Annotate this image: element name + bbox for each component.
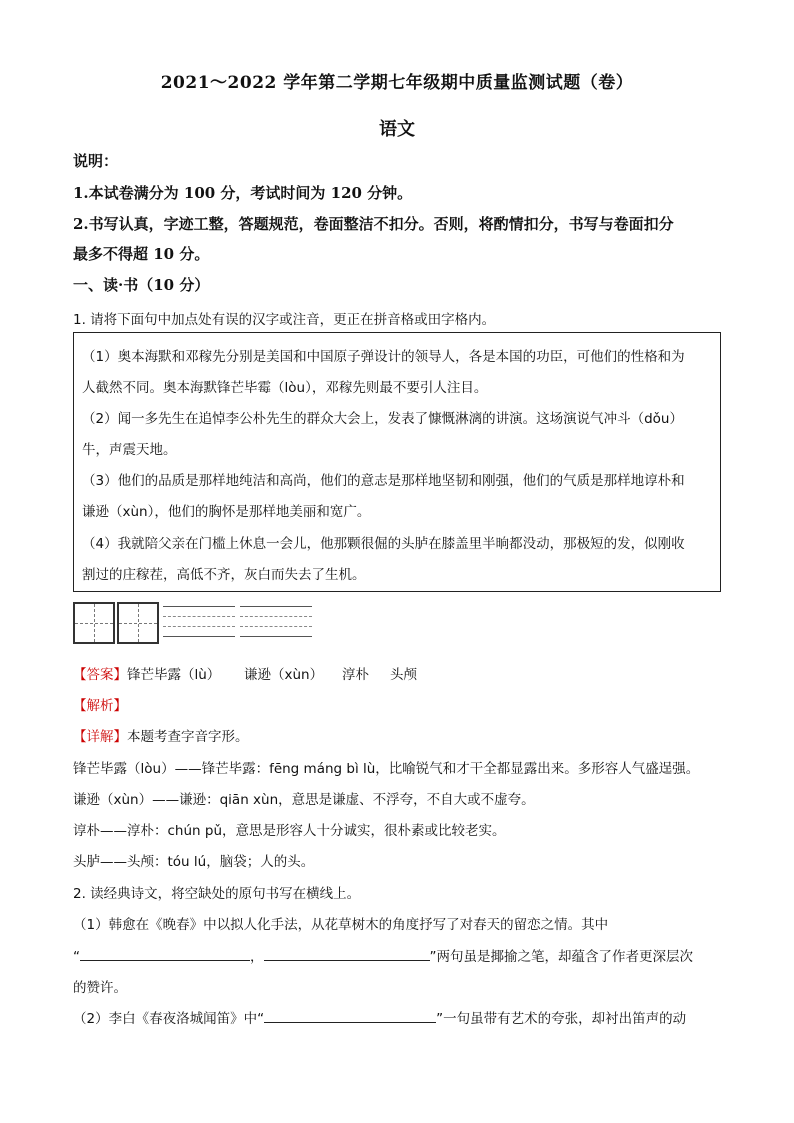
question-1-stem: 1. 请将下面句中加点处有误的汉字或注音，更正在拼音格或田字格内。 <box>73 312 496 328</box>
detail-line <box>73 725 249 745</box>
answer-blank-2[interactable] <box>264 946 430 961</box>
passage-line: 人截然不同。奥本海默锋芒毕霉（lòu），邓稼先则最不要引人注目。 <box>82 380 488 396</box>
tianzige-box-1[interactable] <box>73 602 115 644</box>
passage-line: 割过的庄稼茬，高低不齐，灰白而失去了生机。 <box>82 567 366 583</box>
explanation-line: 谆朴——淳朴：chún pǔ，意思是形容人十分诚实，很朴素或比较老实。 <box>73 823 506 839</box>
notes-item-1: 1.本试卷满分为 100 分，考试时间为 120 分钟。 <box>73 184 413 202</box>
answer-line <box>73 663 220 683</box>
question-1-passage-box <box>73 332 721 592</box>
answer-item: 头颅 <box>390 667 417 683</box>
pinyin-grid-2[interactable] <box>240 604 312 640</box>
line-tail: ”两句虽是揶揄之笔，却蕴含了作者更深层次 <box>429 949 693 965</box>
passage-line: 牛，声震天地。 <box>82 442 177 458</box>
detail-label: 【详解】 <box>73 729 127 745</box>
open-quote: “ <box>73 949 80 965</box>
answer-blank-1[interactable] <box>80 946 250 961</box>
comma: ， <box>250 949 264 965</box>
part-2-head: （2）李白《春夜洛城闻笛》中“ <box>73 1011 265 1027</box>
passage-line: （1）奥本海默和邓稼先分别是美国和中国原子弹设计的领导人，各是本国的功臣，可他们的性格和为 <box>82 349 685 365</box>
passage-line: （2）闻一多先生在追悼李公朴先生的群众大会上，发表了慷慨淋漓的讲演。这场演说气冲斗（dǒu） <box>82 411 683 427</box>
passage-line: （3）他们的品质是那样地纯洁和高尚，他们的意志是那样地坚韧和刚强，他们的气质是那样地谆朴和 <box>82 473 685 489</box>
passage-line: （4）我就陪父亲在门槛上休息一会儿，他那颗很倔的头胪在膝盖里半晌都没动，那极短的发，似刚收 <box>82 536 685 552</box>
question-2-part-1-line-3: 的赞许。 <box>73 980 127 996</box>
notes-item-2-line-1: 2.书写认真，字迹工整，答题规范，卷面整洁不扣分。否则，将酌情扣分，书写与卷面扣分 <box>73 215 674 233</box>
notes-heading: 说明： <box>73 152 119 170</box>
explanation-line: 锋芒毕露（lòu）——锋芒毕露：fēng máng bì lù，比喻锐气和才干全都显露出来。多形容人气盛逞强。 <box>73 761 700 777</box>
analysis-label: 【解析】 <box>73 698 127 714</box>
answer-blank-3[interactable] <box>264 1008 436 1023</box>
answer-item: 淳朴 <box>342 667 369 683</box>
explanation-line: 头胪——头颅：tóu lú，脑袋；人的头。 <box>73 854 315 870</box>
passage-line: 谦逊（xùn），他们的胸怀是那样地美丽和宽广。 <box>82 504 371 520</box>
explanation-line: 谦逊（xùn）——谦逊：qiān xùn，意思是谦虚、不浮夸，不自大或不虚夸。 <box>73 792 535 808</box>
question-2-part-1-line-2 <box>73 945 693 965</box>
question-2-part-1-line-1: （1）韩愈在《晚春》中以拟人化手法，从花草树木的角度抒写了对春天的留恋之情。其中 <box>73 917 609 933</box>
exam-title: 2021～2022 学年第二学期七年级期中质量监测试题（卷） <box>160 73 634 93</box>
question-2-part-2-line-1 <box>73 1007 686 1027</box>
question-2-stem: 2. 读经典诗文，将空缺处的原句书写在横线上。 <box>73 886 361 902</box>
section-1-heading: 一、读·书（10 分） <box>73 276 210 294</box>
notes-item-2-line-2: 最多不得超 10 分。 <box>73 245 210 263</box>
tianzige-box-2[interactable] <box>117 602 159 644</box>
detail-text: 本题考查字音字形。 <box>127 729 249 745</box>
part-2-tail: ”一句虽带有艺术的夸张，却衬出笛声的动 <box>436 1011 687 1027</box>
answer-label: 【答案】 <box>73 667 127 683</box>
pinyin-grid-1[interactable] <box>163 604 235 640</box>
subject-title: 语文 <box>379 119 415 140</box>
answer-item: 谦逊（xùn） <box>244 667 324 683</box>
answer-item: 锋芒毕露（lù） <box>127 667 221 683</box>
